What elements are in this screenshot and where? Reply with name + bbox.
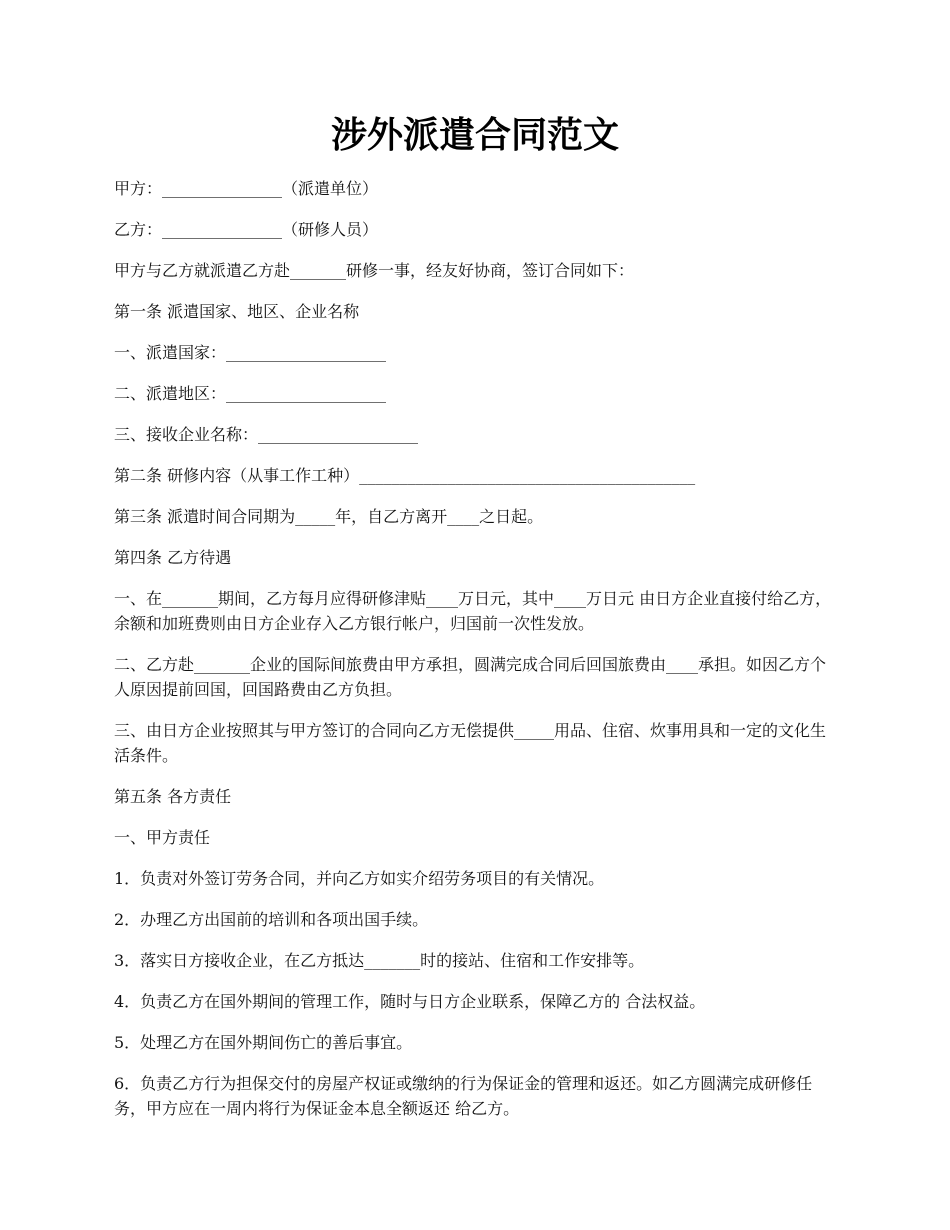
party-a-line: 甲方：_______________（派遣单位） <box>114 179 379 198</box>
article-2: 第二条 研修内容（从事工作工种）__________________________________________ <box>114 466 696 485</box>
document-body <box>114 176 838 1137</box>
duty-item-3: 3．落实日方接收企业，在乙方抵达_______时的接站、住宿和工作安排等。 <box>114 951 645 970</box>
article-3: 第三条 派遣时间合同期为_____年，自乙方离开____之日起。 <box>114 507 544 526</box>
article-5-heading: 第五条 各方责任 <box>114 787 232 806</box>
duty-item-2: 2．办理乙方出国前的培训和各项出国手续。 <box>114 910 429 929</box>
duty-item-4: 4．负责乙方在国外期间的管理工作，随时与日方企业联系，保障乙方的 合法权益。 <box>114 992 706 1011</box>
document-title: 涉外派遣合同范文 <box>330 114 619 156</box>
duty-item-1: 1．负责对外签订劳务合同，并向乙方如实介绍劳务项目的有关情况。 <box>114 869 605 888</box>
article-4-item-3: 三、由日方企业按照其与甲方签订的合同向乙方无偿提供_____用品、住宿、炊事用具和一定的文化生活条件。 <box>114 721 827 765</box>
article-4-item-2: 二、乙方赴_______企业的国际间旅费由甲方承担，圆满完成合同后回国旅费由____承担。如因乙方个人原因提前回国，回国路费由乙方负担。 <box>114 655 827 699</box>
duty-item-6: 6．负责乙方行为担保交付的房屋产权证或缴纳的行为保证金的管理和返还。如乙方圆满完成研修任务，甲方应在一周内将行为保证金本息全额返还 给乙方。 <box>114 1074 813 1118</box>
party-b-line: 乙方：_______________（研修人员） <box>114 220 379 239</box>
article-4-heading: 第四条 乙方待遇 <box>114 548 232 567</box>
article-1-item-3: 三、接收企业名称：____________________ <box>114 425 419 444</box>
duty-item-5: 5．处理乙方在国外期间伤亡的善后事宜。 <box>114 1033 413 1052</box>
preamble: 甲方与乙方就派遣乙方赴_______研修一事，经友好协商，签订合同如下： <box>114 261 635 280</box>
article-1-item-1: 一、派遣国家：____________________ <box>114 343 387 362</box>
party-a-duties-heading: 一、甲方责任 <box>114 828 211 847</box>
article-4-item-1: 一、在_______期间，乙方每月应得研修津贴____万日元，其中____万日元 由日方企业直接付给乙方，余额和加班费则由日方企业存入乙方银行帐户，归国前一次性发放。 <box>114 589 832 633</box>
article-1-heading: 第一条 派遣国家、地区、企业名称 <box>114 302 360 321</box>
article-1-item-2: 二、派遣地区：____________________ <box>114 384 387 403</box>
